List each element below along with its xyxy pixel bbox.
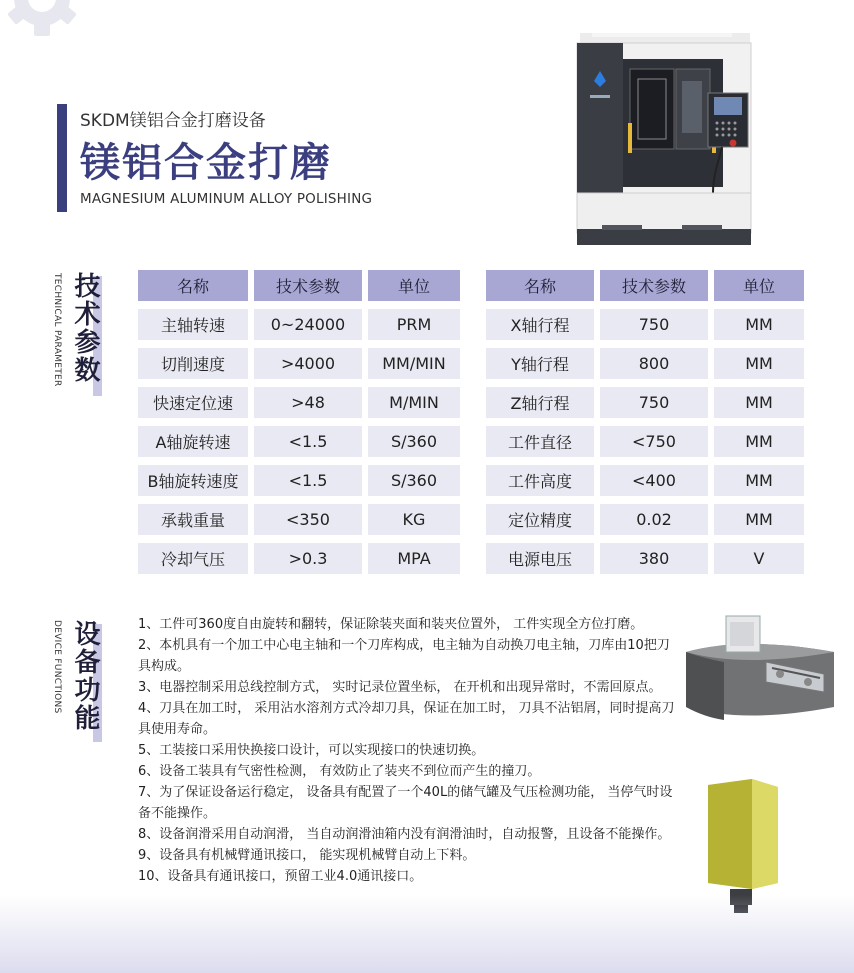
column-header: 名称	[138, 270, 248, 301]
list-item: 4、刀具在加工时， 采用沾水溶剂方式冷却刀具，保证在加工时， 刀具不沾铝屑，同时提高刀具使用寿命。	[138, 701, 675, 737]
param-unit: S/360	[368, 426, 460, 457]
param-unit: S/360	[368, 465, 460, 496]
param-unit: MM	[714, 465, 804, 496]
table-row	[486, 387, 804, 418]
param-name: 电源电压	[486, 543, 594, 574]
param-name: B轴旋转速度	[138, 465, 248, 496]
table-header-row	[138, 270, 460, 301]
param-value: 800	[600, 348, 708, 379]
table-row	[138, 426, 460, 457]
param-value: <1.5	[254, 426, 362, 457]
param-value: 750	[600, 387, 708, 418]
rotary-fixture-image	[684, 612, 834, 732]
column-header: 技术参数	[254, 270, 362, 301]
param-value: 0.02	[600, 504, 708, 535]
table-row	[486, 543, 804, 574]
param-value: >4000	[254, 348, 362, 379]
table-row	[138, 465, 460, 496]
list-item: 5、工装接口采用快换接口设计，可以实现接口的快速切换。	[138, 743, 485, 758]
param-name: 工件直径	[486, 426, 594, 457]
param-name: A轴旋转速	[138, 426, 248, 457]
param-unit: MM	[714, 426, 804, 457]
polishing-machine-image	[572, 33, 757, 248]
table-row	[138, 309, 460, 340]
list-item: 8、设备润滑采用自动润滑， 当自动润滑油箱内没有润滑油时，自动报警，且设备不能操作。	[138, 827, 671, 842]
param-name: Z轴行程	[486, 387, 594, 418]
param-value: 380	[600, 543, 708, 574]
column-header: 单位	[714, 270, 804, 301]
param-unit: PRM	[368, 309, 460, 340]
param-value: <1.5	[254, 465, 362, 496]
param-name: 切削速度	[138, 348, 248, 379]
column-header: 单位	[368, 270, 460, 301]
param-unit: M/MIN	[368, 387, 460, 418]
parameter-table-right	[480, 262, 810, 582]
table-row	[138, 387, 460, 418]
column-header: 技术参数	[600, 270, 708, 301]
param-value: >0.3	[254, 543, 362, 574]
table-row	[486, 426, 804, 457]
parameter-table-left	[132, 262, 466, 582]
param-name: 工件高度	[486, 465, 594, 496]
page-title: 镁铝合金打磨	[80, 140, 332, 186]
param-name: 冷却气压	[138, 543, 248, 574]
param-unit: MM	[714, 309, 804, 340]
param-unit: MM/MIN	[368, 348, 460, 379]
spindle-image	[700, 775, 790, 915]
list-item: 3、电器控制采用总线控制方式， 实时记录位置坐标， 在开机和出现异常时，不需回原点。	[138, 680, 662, 695]
decorative-footer-gradient	[0, 895, 854, 973]
param-unit: MM	[714, 387, 804, 418]
gear-icon	[0, 0, 90, 40]
section-label-technical-en: TECHNICAL PARAMETER	[52, 273, 62, 387]
param-unit: KG	[368, 504, 460, 535]
list-item: 1、工件可360度自由旋转和翻转，保证除装夹面和装夹位置外， 工件实现全方位打磨。	[138, 617, 644, 632]
param-unit: MM	[714, 348, 804, 379]
section-label-technical-cn: 技术参数	[70, 272, 100, 384]
column-header: 名称	[486, 270, 594, 301]
table-row	[486, 504, 804, 535]
table-row	[138, 348, 460, 379]
param-name: Y轴行程	[486, 348, 594, 379]
param-name: 主轴转速	[138, 309, 248, 340]
page-english-title: MAGNESIUM ALUMINUM ALLOY POLISHING	[80, 191, 373, 207]
param-name: X轴行程	[486, 309, 594, 340]
section-label-functions-cn: 设备功能	[70, 620, 100, 732]
section-label-functions-en: DEVICE FUNCTIONS	[52, 620, 62, 714]
table-row	[138, 543, 460, 574]
param-value: 750	[600, 309, 708, 340]
list-item: 2、本机具有一个加工中心电主轴和一个刀库构成，电主轴为自动换刀电主轴，刀库由10把刀具构成。	[138, 638, 670, 674]
param-value: 0~24000	[254, 309, 362, 340]
param-unit: MM	[714, 504, 804, 535]
param-value: <750	[600, 426, 708, 457]
function-list	[138, 614, 678, 887]
table-row	[486, 465, 804, 496]
param-name: 快速定位速	[138, 387, 248, 418]
param-value: <350	[254, 504, 362, 535]
list-item: 9、设备具有机械臂通讯接口， 能实现机械臂自动上下料。	[138, 848, 476, 863]
param-value: >48	[254, 387, 362, 418]
param-value: <400	[600, 465, 708, 496]
page-subtitle: SKDM镁铝合金打磨设备	[80, 111, 266, 131]
list-item: 6、设备工装具有气密性检测， 有效防止了装夹不到位而产生的撞刀。	[138, 764, 541, 779]
title-accent-bar	[57, 104, 67, 212]
table-row	[486, 348, 804, 379]
param-name: 定位精度	[486, 504, 594, 535]
list-item: 10、设备具有通讯接口，预留工业4.0通讯接口。	[138, 869, 423, 884]
table-row	[138, 504, 460, 535]
param-unit: MPA	[368, 543, 460, 574]
table-header-row	[486, 270, 804, 301]
param-name: 承载重量	[138, 504, 248, 535]
list-item: 7、为了保证设备运行稳定， 设备具有配置了一个40L的储气罐及气压检测功能， 当停气时设备不能操作。	[138, 785, 673, 821]
param-unit: V	[714, 543, 804, 574]
table-row	[486, 309, 804, 340]
